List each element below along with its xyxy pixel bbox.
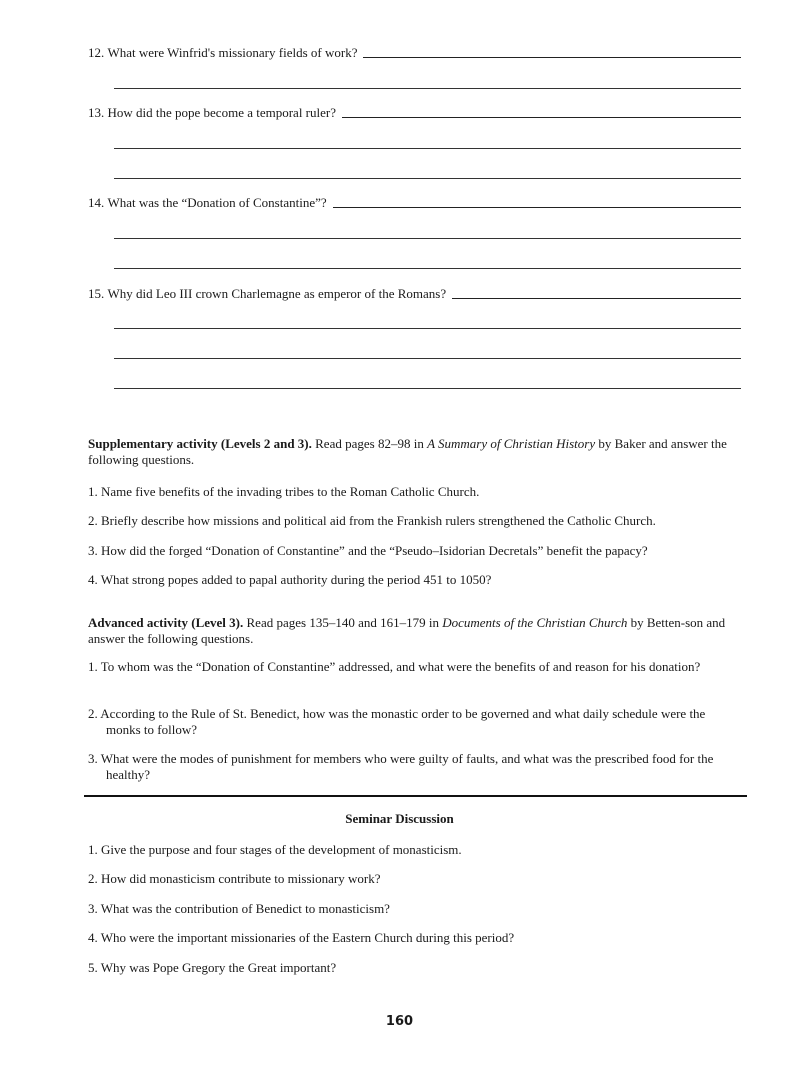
answer-line[interactable] [114, 148, 741, 149]
question-number: 13. [88, 105, 105, 120]
question-14 [88, 195, 741, 211]
supplementary-item: 4. What strong popes added to papal authority during the period 451 to 1050? [88, 572, 492, 587]
advanced-item: 3. What were the modes of punishment for members who were guilty of faults, and what was the prescribed food for the healthy? [88, 751, 714, 782]
answer-blank[interactable] [363, 56, 741, 58]
seminar-item: 5. Why was Pope Gregory the Great important? [88, 960, 337, 975]
answer-blank[interactable] [333, 206, 741, 208]
answer-line[interactable] [114, 238, 741, 239]
question-13 [88, 105, 741, 121]
question-number: 14. [88, 195, 105, 210]
question-number: 12. [88, 45, 105, 60]
supplementary-item: 3. How did the forged “Donation of Constantine” and the “Pseudo–Isidorian Decretals” benefit the papacy? [88, 543, 648, 558]
answer-line[interactable] [114, 268, 741, 269]
supplementary-label: Supplementary activity (Levels 2 and 3). [88, 436, 312, 451]
answer-blank[interactable] [452, 297, 741, 299]
book-title: A Summary of Christian History [427, 436, 596, 451]
seminar-heading: Seminar Discussion [345, 811, 454, 826]
advanced-item: 2. According to the Rule of St. Benedict, how was the monastic order to be governed and what daily schedule were the monks to follow? [88, 706, 706, 737]
page-number: 160 [385, 1014, 414, 1029]
intro-text: Read pages 82–98 in [311, 436, 428, 451]
supplementary-intro [88, 436, 741, 468]
supplementary-item: 2. Briefly describe how missions and political aid from the Frankish rulers strengthened the Catholic Church. [88, 513, 656, 528]
supplementary-item: 1. Name five benefits of the invading tribes to the Roman Catholic Church. [88, 484, 480, 499]
seminar-item: 1. Give the purpose and four stages of the development of monasticism. [88, 842, 462, 857]
seminar-item: 3. What was the contribution of Benedict to monasticism? [88, 901, 390, 916]
book-title: Documents of the Christian Church [442, 615, 628, 630]
advanced-item: 1. To whom was the “Donation of Constantine” addressed, and what were the benefits of and reason for his donation? [88, 659, 701, 674]
advanced-label: Advanced activity (Level 3). [88, 615, 244, 630]
question-text: What were Winfrid's missionary fields of work? [107, 45, 358, 60]
section-divider [84, 795, 747, 797]
question-12 [88, 45, 741, 61]
question-text: How did the pope become a temporal ruler? [107, 105, 336, 120]
answer-line[interactable] [114, 328, 741, 329]
question-number: 15. [88, 286, 105, 301]
question-text: Why did Leo III crown Charlemagne as emperor of the Romans? [107, 286, 447, 301]
answer-line[interactable] [114, 358, 741, 359]
answer-blank[interactable] [342, 116, 741, 118]
intro-text: by Betten-son and answer the following questions. [88, 615, 726, 646]
intro-text: by Baker and answer the following questions. [88, 436, 727, 467]
advanced-intro [88, 615, 741, 647]
question-15 [88, 286, 741, 302]
answer-line[interactable] [114, 88, 741, 89]
intro-text: Read pages 135–140 and 161–179 in [243, 615, 443, 630]
seminar-item: 4. Who were the important missionaries of the Eastern Church during this period? [88, 930, 515, 945]
seminar-item: 2. How did monasticism contribute to missionary work? [88, 871, 381, 886]
answer-line[interactable] [114, 388, 741, 389]
question-text: What was the “Donation of Constantine”? [107, 195, 327, 210]
answer-line[interactable] [114, 178, 741, 179]
